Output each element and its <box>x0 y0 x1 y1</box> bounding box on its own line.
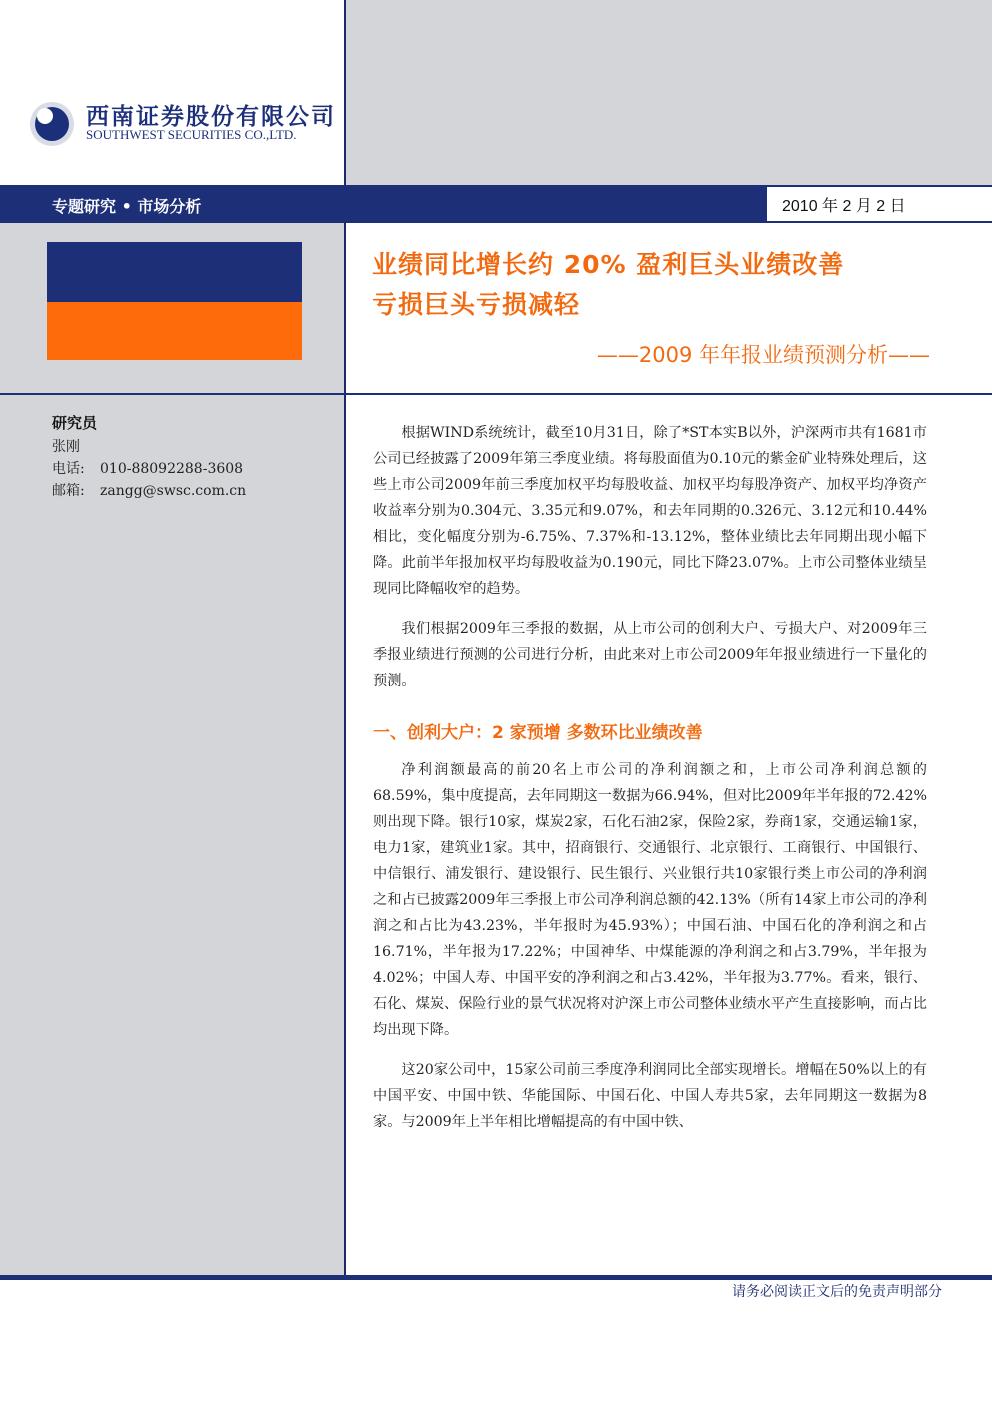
phone-label: 电话: <box>52 461 85 477</box>
email-label: 邮箱: <box>52 483 85 499</box>
vertical-divider <box>344 0 346 185</box>
report-title-line2: 亏损巨头亏损减轻 <box>372 290 581 319</box>
body-paragraph: 这20家公司中，15家公司前三季度净利润同比全部实现增长。增幅在50%以上的有中国平安、中国中铁、华能国际、中国石化、中国人寿共5家，去年同期这一数据为8家。与2009年上半年相比增幅提高的有中国中铁、 <box>373 1062 927 1130</box>
footer-disclaimer: 请务必阅读正文后的免责声明部分 <box>732 1284 942 1300</box>
analyst-sidebar <box>0 395 345 1275</box>
vertical-divider <box>344 223 346 393</box>
company-name-cn: 西南证券股份有限公司 <box>86 104 336 130</box>
analyst-phone-row <box>52 458 243 478</box>
report-title-line1: 业绩同比增长约 20% 盈利巨头业绩改善 <box>372 250 845 279</box>
vertical-divider <box>344 395 346 1275</box>
body-paragraph: 净利润额最高的前20名上市公司的净利润额之和，上市公司净利润总额的68.59%，集中度提高，去年同期这一数据为66.94%，但对比2009年半年报的72.42%则出现下降。银行10家，煤炭2家，石化石油2家，保险2家，券商1家，交通运输1家，电力1家，建筑业1家。其中，招商银行、交通银行、北京银行、工商银行、中国银行、中信银行、浦发银行、建设银行、民生银行、兴业银行共10家银行类上市公司的净利润之和占已披露2009年三季报上市公司净利润总额的42.13%（所有14家上市公司的净利润之和占比为43.23%，半年报时为45.93%）；中国石油、中国石化的净利润之和占16.71%，半年报为17.22%；中国神华、中煤能源的净利润之和占3.79%，半年报为4.02%；中国人寿、中国平安的净利润之和占3.42%，半年报为3.77%。看来，银行、石化、煤炭、保险行业的景气状况将对沪深上市公司整体业绩水平产生直接影响，而占比均出现下降。 <box>373 762 927 1038</box>
body-paragraph: 根据WIND系统统计，截至10月31日，除了*ST本实B以外，沪深两市共有1681市公司已经披露了2009年第三季度业绩。将每股面值为0.10元的紫金矿业特殊处理后，这些上市公司2009年前三季度加权平均每股收益、加权平均每股净资产、加权平均净资产收益率分别为0.304元、3.35元和9.07%，和去年同期的0.326元、3.12元和10.44%相比，变化幅度分别为-6.75%、7.37%和-13.12%，整体业绩比去年同期出现小幅下降。此前半年报加权平均每股收益为0.190元，同比下降23.07%。上市公司整体业绩呈现同比降幅收窄的趋势。 <box>373 425 927 597</box>
report-body <box>373 420 927 1149</box>
phone-value: 010-88092288-3608 <box>100 461 244 477</box>
header-gray-panel <box>345 0 992 185</box>
analyst-email-row <box>52 480 246 500</box>
report-subtitle: ——2009 年年报业绩预测分析—— <box>596 343 930 367</box>
body-paragraph: 我们根据2009年三季报的数据，从上市公司的创利大户、亏损大户、对2009年三季报业绩进行预测的公司进行分析，由此来对上市公司2009年年报业绩进行一下量化的预测。 <box>373 621 927 689</box>
company-logo-icon <box>28 100 76 148</box>
analyst-role: 研究员 <box>52 414 98 432</box>
report-date: 2010 年 2 月 2 日 <box>782 198 906 215</box>
email-value[interactable]: zangg@swsc.com.cn <box>100 483 247 499</box>
header-logo-area <box>0 0 345 185</box>
company-name-en: SOUTHWEST SECURITIES CO.,LTD. <box>86 127 297 142</box>
orange-color-block <box>47 302 302 360</box>
report-category: 专题研究 • 市场分析 <box>52 197 202 216</box>
section-heading: 一、创利大户：2 家预增 多数环比业绩改善 <box>373 723 703 743</box>
analyst-name: 张刚 <box>52 439 80 455</box>
blue-color-block <box>47 242 302 302</box>
